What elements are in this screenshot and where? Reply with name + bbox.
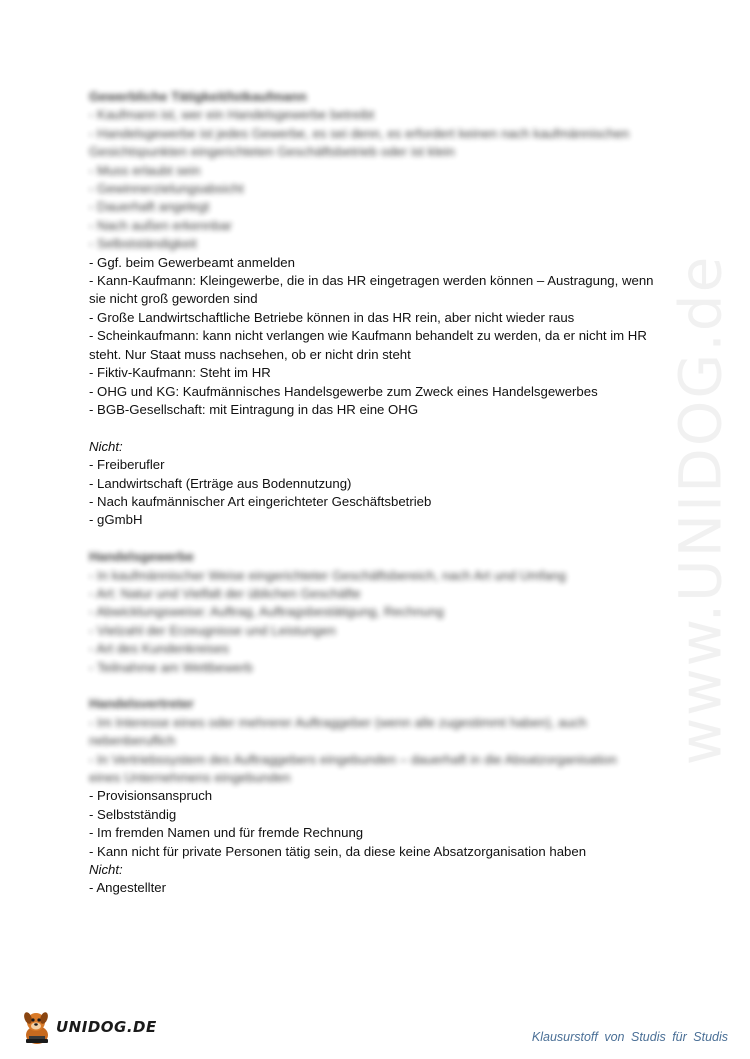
blurred-block-1	[89, 106, 659, 253]
blurred-line: - Gewinnerzielungsabsicht	[89, 181, 244, 197]
text-line: - Kann nicht für private Personen tätig sein, da diese keine Absatzorganisation haben	[89, 843, 587, 859]
text-line: - Angestellter	[89, 880, 166, 896]
text-line: - BGB-Gesellschaft: mit Eintragung in das HR eine OHG	[89, 401, 419, 417]
text-line: - Im fremden Namen und für fremde Rechnung	[89, 825, 364, 841]
blurred-line: - Handelsgewerbe ist jedes Gewerbe, es sei denn, es erfordert keinen nach kaufmännischen	[89, 125, 630, 141]
nicht-list-1	[89, 456, 659, 530]
section-heading-blurred: Handelsvertreter	[89, 696, 194, 712]
blurred-line: - Muss erlaubt sein	[89, 162, 201, 178]
blurred-line: Gesichtspunkten eingerichteten Geschäftsbetrieb oder ist klein	[89, 144, 455, 160]
text-line: - OHG und KG: Kaufmännisches Handelsgewerbe zum Zweck eines Handelsgewerbes	[89, 383, 598, 399]
blurred-line: - Kaufmann ist, wer ein Handelsgewerbe betreibt	[89, 107, 375, 123]
logo-text: UNIDOG.DE	[56, 1018, 157, 1036]
footer-slogan: Klausurstoff von Studis für Studis	[531, 1030, 728, 1044]
blurred-line: - Vielzahl der Erzeugnisse und Leistungen	[89, 622, 336, 638]
text-line: - Nach kaufmännischer Art eingerichteter Geschäftsbetrieb	[89, 493, 432, 509]
text-line: - Selbstständig	[89, 806, 177, 822]
text-line: - Kann-Kaufmann: Kleingewerbe, die in das HR eingetragen werden können – Austragung, wenn sie nicht groß geworden sind	[89, 273, 654, 307]
text-line: - Große Landwirtschaftliche Betriebe können in das HR rein, aber nicht wieder raus	[89, 309, 575, 325]
spacer	[89, 419, 659, 437]
text-line: - Scheinkaufmann: kann nicht verlangen wie Kaufmann behandelt zu werden, da er nicht im HR steht. Nur Staat muss nachsehen, ob er nicht drin steht	[89, 328, 647, 362]
blurred-block-2	[89, 567, 659, 677]
dog-mascot-icon	[20, 1008, 54, 1046]
text-block-3	[89, 787, 659, 861]
nicht-list-2	[89, 879, 659, 897]
text-line: - Freiberufler	[89, 457, 165, 473]
text-block-1	[89, 254, 659, 420]
blurred-line: - Selbstständigkeit	[89, 236, 197, 252]
blurred-line: - Art des Kundenkreises	[89, 641, 230, 657]
text-line: - Ggf. beim Gewerbeamt anmelden	[89, 254, 295, 270]
blurred-block-3	[89, 714, 659, 788]
nicht-label: Nicht:	[89, 862, 123, 878]
blurred-line: - In Vertriebssystem des Auftraggebers eingebunden – dauerhaft in die Absatzorganisation	[89, 751, 617, 767]
blurred-line: nebenberuflich	[89, 733, 176, 749]
blurred-line: - Nach außen erkennbar	[89, 217, 232, 233]
blurred-line: - Dauerhaft angelegt	[89, 199, 210, 215]
blurred-line: - Im Interesse eines oder mehrerer Auftraggeber (wenn alle zugestimmt haben), auch	[89, 714, 587, 730]
unidog-logo[interactable]	[20, 1008, 157, 1046]
text-line: - Provisionsanspruch	[89, 788, 213, 804]
blurred-line: - Abwicklungsweise: Auftrag, Auftragsbestätigung, Rechnung	[89, 604, 444, 620]
blurred-line: eines Unternehmens eingebunden	[89, 769, 291, 785]
spacer	[89, 530, 659, 548]
document-content	[89, 88, 659, 898]
blurred-line: - Teilnahme am Wettbewerb	[89, 659, 253, 675]
spacer	[89, 677, 659, 695]
text-line: - Fiktiv-Kaufmann: Steht im HR	[89, 365, 271, 381]
section-heading-blurred: Handelsgewerbe	[89, 549, 194, 565]
section-heading-blurred: Gewerbliche Tätigkeit/Istkaufmann	[89, 89, 307, 104]
blurred-line: - In kaufmännischer Weise eingerichteter Geschäftsbereich, nach Art und Umfang	[89, 567, 566, 583]
nicht-label: Nicht:	[89, 438, 123, 454]
watermark-text: www.UNIDOG.de	[666, 254, 734, 766]
text-line: - gGmbH	[89, 512, 143, 528]
blurred-line: - Art: Natur und Vielfalt der üblichen Geschäfte	[89, 585, 361, 601]
text-line: - Landwirtschaft (Erträge aus Bodennutzung)	[89, 475, 352, 491]
